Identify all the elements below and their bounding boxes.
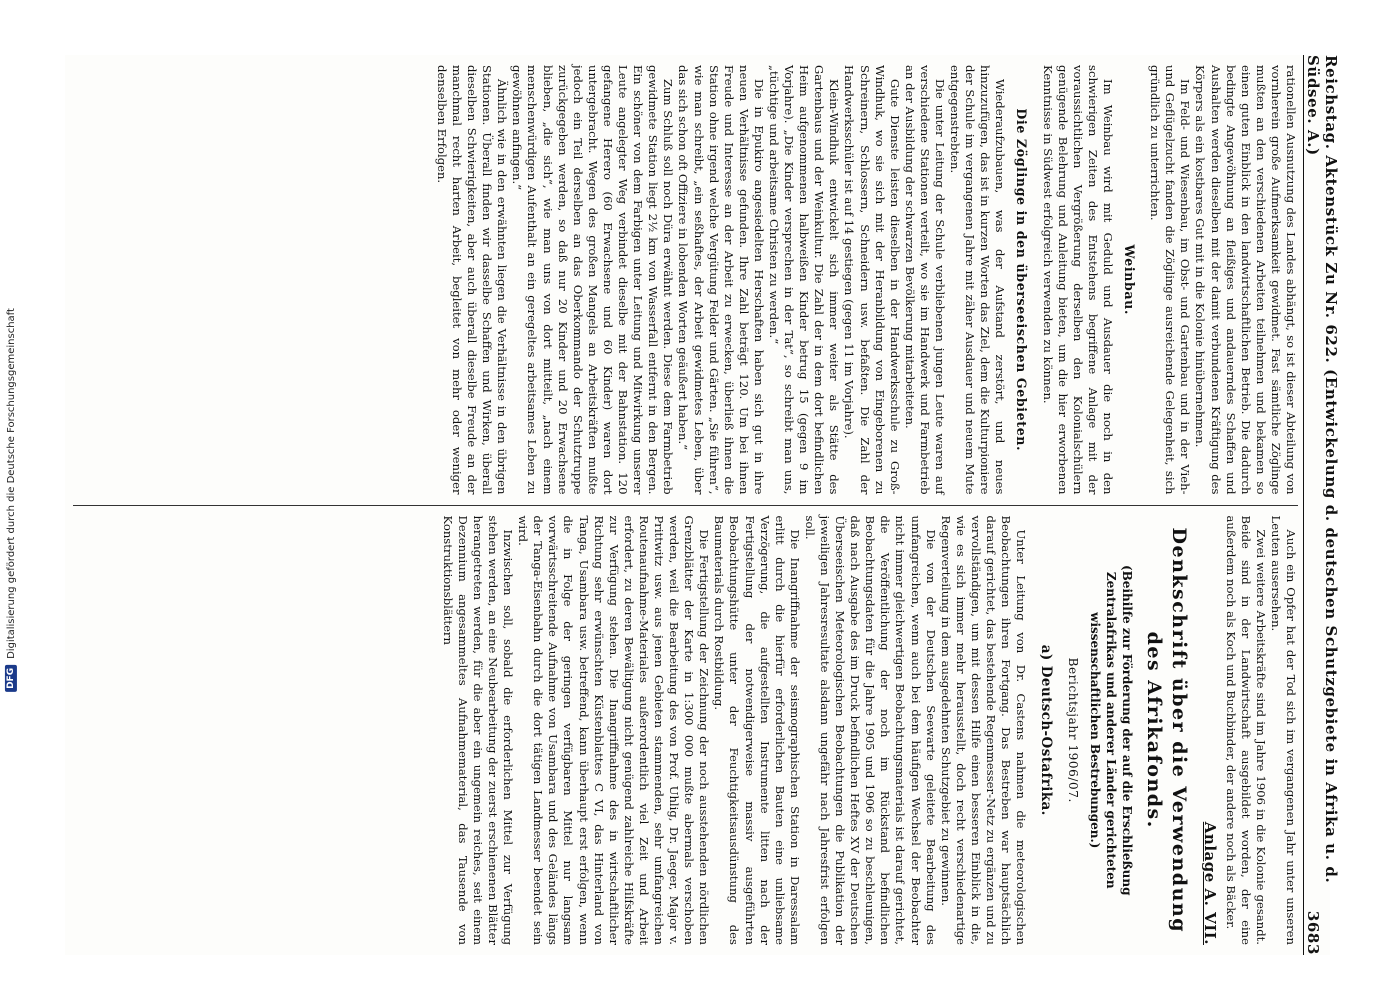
credit-text: Digitalisierung gefördert durch die Deutsche Forschungsgemeinschaft [5, 308, 17, 659]
paragraph: Im Weinbau wird mit Geduld und Ausdauer die noch in den schwierigen Zeiten des Entstehens begriffene Anlage mit der voraussichtlichen Vergrößerung derselben den Kolonialschülern genügende Belehrung und Anleitung bieten, um die hier erworbenen Kenntnisse in Südwest erfolgreich verwenden zu können. [1040, 65, 1115, 495]
right-column [73, 505, 1298, 956]
anlage-text: Anlage A. VII. [1200, 821, 1219, 945]
paragraph: Klein-Windhuk entwickelt sich immer weiter als Stätte des Gartenbaus und der Weinkultur. Die Zahl der in dem dort befindlichen Heim aufgenommenen halbweißen Kinder betrug 15 (gegen 9 im Vorjahre). „Die Kinder versprechen in der Tat“, so schreibt man uns, „tüchtige und arbeitsame Christen zu werden.“ [767, 65, 842, 495]
paragraph: Gute Dienste leisten dieselben in der Handwerksschule zu Groß-Windhuk, wo sie sich mit der Heranbildung von Eingeborenen zu Schreinern, Schlossern, Schneidern usw. befaßten. Die Zahl der Handwerksschüler ist auf 14 gestiegen (gegen 11 im Vorjahre). [842, 65, 902, 495]
paragraph: rationellen Ausnutzung des Landes abhängt, so ist dieser Abteilung von vornherein große Aufmerksamkeit gewidmet. Fast sämtliche Zöglinge mußten an den verschiedenen Arbeiten teilnehmen und bekamen so einen guten Einblick in den landwirtschaftlichen Betrieb. Die dadurch bedingte Angewöhnung an fleißiges und andauerndes Schaffen und Aushalten werden dieselben mit der damit verbundenen Kräftigung des Körpers als ein kostbares Gut mit in die Kolonie hinübernehmen. [1193, 65, 1298, 495]
dfg-logo: DFG [5, 665, 17, 692]
page-header [1303, 55, 1340, 955]
paragraph: Auch ein Opfer hat der Tod sich im vergangenen Jahr unter unseren Leuten ausersehen. [1268, 515, 1298, 945]
anlage-label [1200, 516, 1219, 946]
paragraph: Im Feld- und Wiesenbau, im Obst- und Gartenbau und in der Vieh- und Geflügelzucht fanden die Zöglinge ausreichende Gelegenheit, sich gründlich zu unterrichten. [1148, 65, 1193, 495]
paragraph: Inzwischen soll, sobald die erforderlichen Mittel zur Verfügung stehen werden, an eine Neubearbeitung der zuerst erschienenen Blätter herangetreten werden, für die aber ein ungemein reiches, seit einem Dezennium angesammeltes Aufnahmematerial, das Tausende von Konstruktionsblättern [440, 515, 516, 945]
text-columns [73, 55, 1298, 955]
newspaper-page [65, 55, 1340, 955]
section-heading: Die Zöglinge in den überseeischen Gebieten. [1014, 108, 1030, 452]
paragraph: Die in Epukiro angesiedelten Herschaften haben sich gut in ihre neuen Verhältnisse gefunden. Ihre Zahl beträgt 120. Um bei ihnen Freude und Interesse an der Arbeit zu erwecken, überließ ihnen die Station ohne irgend welche Vergütung Felder und Gärten. „Sie führen“, wie man schreibt, „ein seßhaftes, der Arbeit gewidmetes Leben, über das sich schon oft Offiziere in lobenden Worten geäußert haben.“ [676, 65, 766, 495]
left-column [73, 55, 1298, 505]
digitization-credit [0, 0, 22, 1000]
header-title: Reichstag. Aktenstück Zu Nr. 622. (Entwickelung d. deutschen Schutzgebiete in Afrika u. d. Südsee. A.) [1304, 55, 1340, 884]
paragraph: Zwei weitere Arbeitskräfte sind im Jahre 1906 in die Kolonie gesandt. Beide sind in der Landwirtschaft ausgebildet worden, der eine außerdem noch als Koch und Buchbinder, der andere noch als Bäcker. [1223, 515, 1268, 945]
region-heading: a) Deutsch-Ostafrika. [1038, 644, 1055, 816]
paragraph: Die von der Deutschen Seewarte geleitete Bearbeitung des umfangreichen, wenn auch bei dem häufigen Wechsel der Beobachter nicht immer gleichwertigen Beobachtungsmaterials ist darauf gerichtet, die Veröffentlichung der noch im Rückstand befindlichen Beobachtungsdaten für die Jahre 1905 und 1906 so zu beschleunigen, daß nach Ausgabe des im Druck befindlichen Heftes XV der Deutschen Überseeischen Meteorologischen Beobachtungen die Publikation der jeweiligen Jahresresultate alsdann ungefähr nach Jahresfrist erfolgen soll. [802, 515, 938, 945]
paragraph: Zum Schluß soll noch Düra erwähnt werden. Diese dem Farmbetrieb gewidmete Station liegt 2½ km von Wasserfall entfernt in den Bergen. Ein schöner von dem Farbigen unter Leitung und Mitwirkung unserer Leute angelegter Weg verbindet dieselbe mit der Bahnstation. 120 gefangene Herero (60 Erwachsene und 60 Kinder) waren dort untergebracht. Wegen des großen Mangels an Arbeitskräften mußte jedoch ein Teil derselben an das Oberkommando der Schutztruppe zurückgegeben werden, so daß nur 20 Kinder und 20 Erwachsene blieben, „die sich“, wie man uns von dort mitteilt, „nach einem menschenwürdigen Aufenthalt an ein geregeltes arbeitsames Leben zu gewöhnen anfingen.“ [510, 65, 676, 495]
paragraph: Unter Leitung von Dr. Castens nahmen die meteorologischen Beobachtungen ihren Fortgang. Das Bestreben war hauptsächlich darauf gerichtet, das bestehende Regenmesser-Netz zu ergänzen und zu vervollständigen, um mit dessen Hilfe einen besseren Einblick in die, wie es sich immer mehr herausstellt, doch recht verschiedenartige Regenverteilung in dem ausgedehnten Schutzgebiet zu gewinnen. [938, 515, 1029, 945]
paragraph: Wiederaufzubauen, was der Aufstand zerstört, und neues hinzuzufügen, das ist in kurzen Worten das Ziel, dem die Kulturpioniere der Schule im vergangenen Jahre mit zäher Ausdauer und neuem Mute entgegenstrebten. [948, 65, 1008, 495]
page-number: 3683 [1304, 910, 1322, 955]
document-title: Denkschrift über die Verwendung des Afrikafonds. [1143, 527, 1191, 933]
report-year: Berichtsjahr 1906/07. [1066, 657, 1081, 803]
paragraph: Die Inangriffnahme der seismographischen Station in Daressalam erlitt durch die hierfür erforderlichen Bauten eine unliebsame Verzögerung, die aufgestellten Instrumente litten nach der Fertigstellung der notwendigerweise massiv ausgeführten Beobachtungshütte unter der Feuchtigkeitsausdünstung des Baumaterials durch Rostbildung. [712, 515, 802, 945]
weinbau-heading: Weinbau. [1122, 244, 1138, 315]
paragraph: Ähnlich wie in den erwähnten liegen die Verhältnisse in den übrigen Stationen. Überall finden wir dasselbe Schaffen und Wirken, überall dieselben Schwierigkeiten, aber auch überall dieselbe Freude an der manchmal recht harten Arbeit, begleitet von mehr oder weniger denselben Erfolgen. [434, 65, 510, 495]
paragraph: Die Fertigstellung der Zeichnung der noch ausstehenden nördlichen Grenzblätter der Karte in 1:300 000 mußte abermals verschoben werden, weil die Bearbeitung des von Prof. Uhlig, Dr. Jaeger, Major v. Prittwitz usw. aus jenen Gebieten stammenden, sehr umfangreichen Routenaufnahme-Materiales außerordentlich viel Zeit und Arbeit erfordert, zu deren Bewältigung nicht genügend zahlreiche Hilfskräfte zur Verfügung stehen. Die Inangriffnahme des in wirtschaftlicher Richtung sehr erwünschten Küstenblattes C VI, das Hinterland von Tanga, Usambara usw. betreffend, kann überhaupt erst erfolgen, wenn die in Folge der geringen verfügbaren Mittel nur langsam vorwärtsschreitende Aufnahme von Usambara und des Geländes längs der Tanga-Eisenbahn durch die dort tätigen Landmesser beendet sein wird. [516, 515, 712, 945]
document-subtitle: (Beihilfe zur Förderung der auf die Erschließung Zentralafrikas und anderer Länder gerichteten wissenschaftlichen Bestrebungen.) [1088, 564, 1135, 896]
paragraph: Die unter Leitung der Schule verbliebenen jungen Leute waren auf verschiedene Stationen verteilt, wo sie im Handwerk und Farmbetrieb an der Ausbildung der schwarzen Bevölkerung mitarbeiteten. [902, 65, 948, 495]
